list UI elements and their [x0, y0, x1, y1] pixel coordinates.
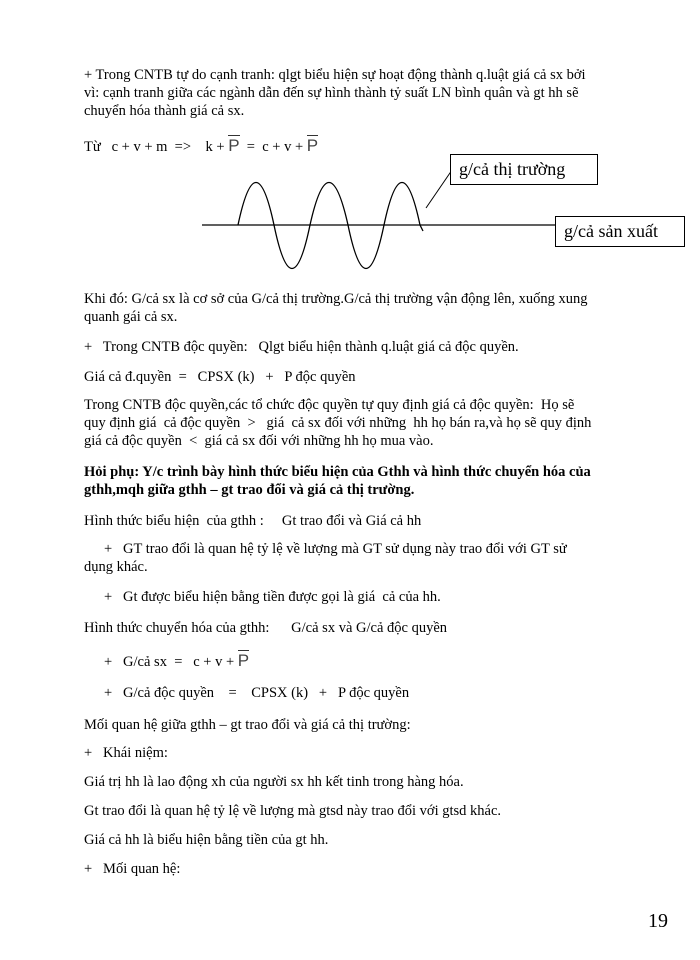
definition-value: Giá trị hh là lao động xh của người sx hh kết tinh trong hàng hóa. — [84, 774, 464, 790]
conversion-formula-1-text: + G/cả sx = c + v + — [104, 654, 238, 670]
expression-bullet-2: + Gt được biểu hiện bằng tiền được gọi là giá cả của hh. — [104, 589, 441, 605]
conversion-heading: Hình thức chuyển hóa của gthh: G/cả sx và G/cả độc quyền — [84, 620, 448, 636]
production-price-label: g/cả sản xuất — [555, 216, 685, 247]
formula-left: Từ c + v + m => k + — [84, 139, 229, 155]
expression-bullet-1-cont: dụng khác. — [84, 559, 148, 575]
p-bar-symbol: P — [237, 651, 250, 670]
expression-bullet-1: + GT trao đổi là quan hệ tỷ lệ về lượng mà GT sử dụng này trao đổi với GT sử — [104, 541, 567, 557]
monopoly-heading: + Trong CNTB độc quyền: Qlgt biểu hiện thành q.luật giá cả độc quyền. — [84, 339, 519, 355]
definition-exchange-value: Gt trao đổi là quan hệ tỷ lệ về lượng mà gtsd này trao đổi với gtsd khác. — [84, 803, 502, 819]
monopoly-para-3: giá cả độc quyền < giá cả sx đối với những hh họ mua vào. — [84, 433, 434, 449]
intro-line-1: + Trong CNTB tự do cạnh tranh: qlgt biểu hiện sự hoạt động thành q.luật giá cả sx bởi — [84, 67, 586, 83]
monopoly-formula: Giá cả đ.quyền = CPSX (k) + P độc quyền — [84, 369, 356, 385]
intro-line-2: vì: cạnh tranh giữa các ngành dẫn đến sự hình thành tỷ suất LN bình quân và gt hh sẽ — [84, 85, 579, 101]
intro-line-3: chuyển hóa thành giá cả sx. — [84, 103, 245, 119]
monopoly-para-1: Trong CNTB độc quyền,các tổ chức độc quyền tự quy định giá cả độc quyền: Họ sẽ — [84, 397, 575, 413]
khi-do-line-2: quanh gái cả sx. — [84, 309, 178, 325]
market-label-leader — [426, 170, 452, 208]
concept-heading: + Khái niệm: — [84, 745, 168, 761]
expression-heading: Hình thức biểu hiện của gthh : Gt trao đổi và Giá cả hh — [84, 513, 422, 529]
market-price-label: g/cả thị trường — [450, 154, 598, 185]
monopoly-para-2: quy định giá cả độc quyền > giá cả sx đối với những hh họ bán ra,và họ sẽ quy định — [84, 415, 592, 431]
conversion-formula-1 — [104, 652, 660, 671]
definition-price: Giá cả hh là biểu hiện bằng tiền của gt hh. — [84, 832, 329, 848]
p-bar-symbol: P — [228, 136, 240, 155]
question-line-2: gthh,mqh giữa gthh – gt trao đổi và giá cả thị trường. — [84, 482, 415, 498]
conversion-formula-2: + G/cả độc quyền = CPSX (k) + P độc quyền — [104, 685, 410, 701]
khi-do-line-1: Khi đó: G/cả sx là cơ sở của G/cả thị trường.G/cả thị trường vận động lên, xuống xung — [84, 291, 588, 307]
relation-heading: Mối quan hệ giữa gthh – gt trao đổi và giá cả thị trường: — [84, 717, 411, 733]
relationship-heading: + Mối quan hệ: — [84, 861, 181, 877]
p-bar-symbol: P — [306, 136, 319, 155]
page-number: 19 — [648, 910, 668, 932]
question-line-1: Hỏi phụ: Y/c trình bày hình thức biểu hiện của Gthh và hình thức chuyển hóa của — [84, 464, 591, 480]
formula-mid: = c + v + — [239, 139, 307, 155]
